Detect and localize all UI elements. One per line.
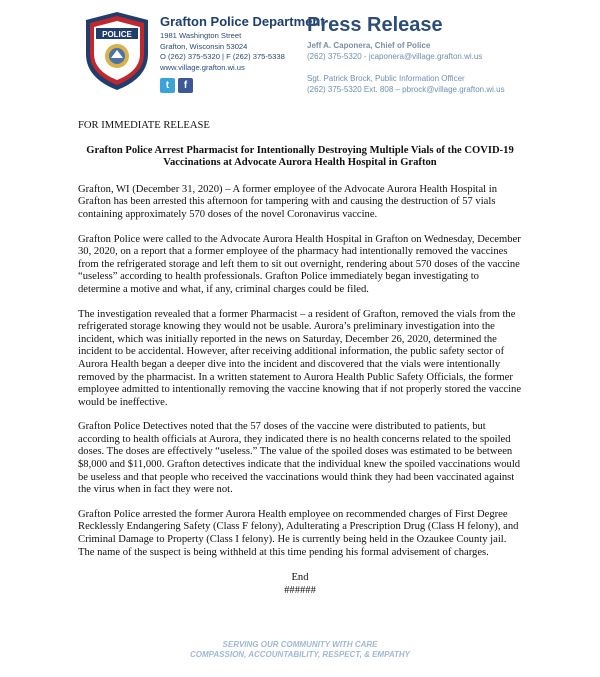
police-badge-logo [82, 10, 152, 92]
social-links [160, 78, 193, 93]
paragraph-1: Grafton, WI (December 31, 2020) – A former employee of the Advocate Aurora Health Hospital in Grafton has been arrested this afternoon for tampering with and causing the destruction of 57 vials containing approximately 570 doses of the novel Coronavirus vaccine. [78, 183, 498, 220]
headline: Grafton Police Arrest Pharmacist for Intentionally Destroying Multiple Vials of the COVID-19 Vaccinations at Advocate Aurora Health Hospital in Grafton [86, 144, 514, 169]
paragraph-3: The investigation revealed that a former Pharmacist – a resident of Grafton, removed the vials from the refrigerated storage knowing they would not be usable. Aurora’s preliminary investigation into the incident, which was initially reported in the news on Saturday, December 26, 2020, determined the incident to be accidental. However, after receiving additional information, the public safety sector of Aurora Health began a deeper dive into the incident and discovered that the vials were intentionally removed by the pharmacist. In a written statement to Aurora Health Public Safety Officials, the former employee admitted to intentionally removing the vaccine knowing that if not properly stored the vaccine would be ineffective. [78, 308, 522, 408]
contact1-name: Jeff A. Caponera, Chief of Police [307, 41, 431, 50]
footer-tagline [0, 640, 600, 660]
department-name: Grafton Police Department [160, 14, 325, 29]
end-hashes: ###### [284, 585, 316, 597]
address-line2: Grafton, Wisconsin 53024 [160, 41, 248, 51]
contact2-info: (262) 375-5320 Ext. 808 – pbrock@village.grafton.wi.us [307, 84, 505, 94]
press-header [307, 14, 505, 95]
footer-line2: COMPASSION, ACCOUNTABILITY, RESPECT, & EMPATHY [189, 650, 410, 659]
end-text: End [291, 572, 309, 584]
release-body [78, 120, 522, 597]
badge-text: POLICE [102, 30, 132, 39]
facebook-icon[interactable]: f [178, 78, 193, 93]
end-marker [78, 571, 522, 597]
paragraph-2: Grafton Police were called to the Advocate Aurora Health Hospital in Grafton on Wednesday, December 30, 2020, on a report that a former employee of the pharmacy had intentionally removed the vaccines from the refrigerated storage and left them to sit out overnight, rendering about 570 doses of the vaccine “useless” according to health professionals. Grafton Police immediately began investigating to determine a motive and what, if any, criminal charges could be filed. [78, 233, 521, 295]
paragraph-4: Grafton Police Detectives noted that the 57 doses of the vaccine were distributed to patients, but according to health officials at Aurora, they indicated there is no health concerns related to the spoiled doses. The doses are effectively “useless.” The value of the spoiled doses was estimated to be between $8,000 and $11,000. Grafton detectives indicate that the individual knew the spoiled vaccinations would be useless and that people who received the vaccinations would think they had been vaccinated against the virus when in fact they were not. [78, 421, 521, 496]
twitter-icon[interactable]: t [160, 78, 175, 93]
contact2-name: Sgt. Patrick Brock, Public Information Officer [307, 74, 465, 83]
department-info [160, 14, 325, 73]
address-line1: 1981 Washington Street [160, 31, 242, 40]
website-link[interactable]: www.village.grafton.wi.us [160, 62, 245, 72]
footer-line1: SERVING OUR COMMUNITY WITH CARE [222, 640, 378, 649]
paragraph-5: Grafton Police arrested the former Aurora Health employee on recommended charges of First Degree Recklessly Endangering Safety (Class F felony), Adulterating a Prescription Drug (Class H felony), and Criminal Damage to Property (Class I felony). He is currently being held in the Ozaukee County jail. The name of the suspect is being withheld at this time pending his formal advisement of charges. [78, 508, 519, 558]
contact1-info: (262) 375-5320 - jcaponera@village.grafton.wi.us [307, 51, 483, 61]
release-label: FOR IMMEDIATE RELEASE [78, 120, 210, 131]
press-release-title: Press Release [307, 14, 443, 36]
phone-line: O (262) 375-5320 | F (262) 375-5338 [160, 52, 285, 61]
